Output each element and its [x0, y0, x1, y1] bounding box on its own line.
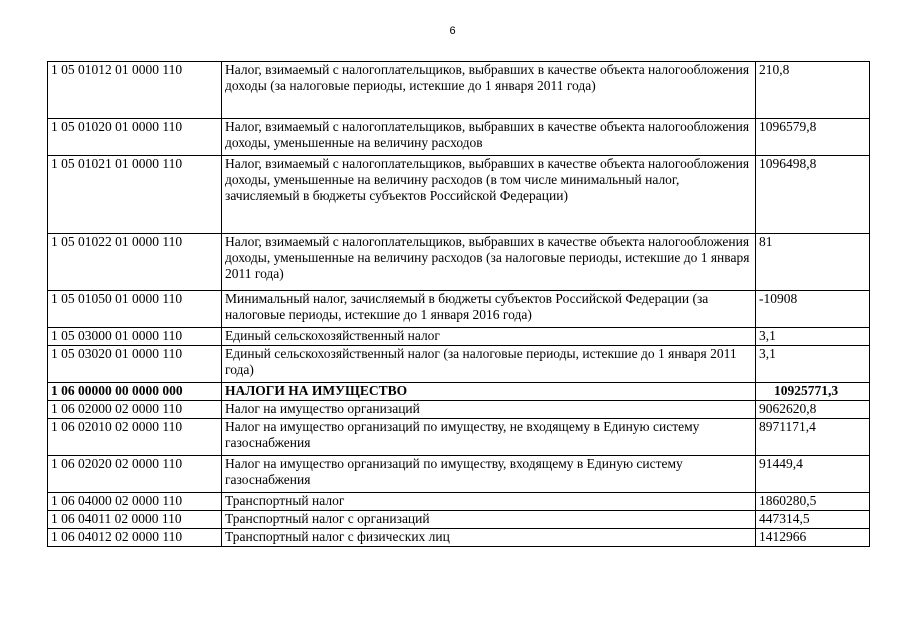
- table-row: [48, 291, 870, 328]
- table-row: [48, 234, 870, 291]
- table-row: [48, 119, 870, 156]
- table-row: [48, 493, 870, 511]
- row-code: 1 06 02010 02 0000 110: [48, 419, 222, 456]
- row-name: Налог на имущество организаций по имуществу, не входящему в Единую систему газоснабжения: [222, 419, 756, 456]
- table-row: [48, 156, 870, 234]
- row-value: 1412966: [756, 529, 870, 547]
- row-code: 1 05 03020 01 0000 110: [48, 346, 222, 383]
- row-name: Минимальный налог, зачисляемый в бюджеты субъектов Российской Федерации (за налоговые периоды, истекшие до 1 января 2016 года): [222, 291, 756, 328]
- row-code: 1 06 04000 02 0000 110: [48, 493, 222, 511]
- row-value: 447314,5: [756, 511, 870, 529]
- row-value: 3,1: [756, 346, 870, 383]
- table-row: [48, 419, 870, 456]
- row-name: Налог, взимаемый с налогоплательщиков, выбравших в качестве объекта налогообложения доходы, уменьшенные на величину расходов: [222, 119, 756, 156]
- row-code: 1 06 02020 02 0000 110: [48, 456, 222, 493]
- row-code: 1 05 01012 01 0000 110: [48, 62, 222, 119]
- row-code: 1 06 00000 00 0000 000: [48, 383, 222, 401]
- row-name: Транспортный налог с организаций: [222, 511, 756, 529]
- row-name: Транспортный налог с физических лиц: [222, 529, 756, 547]
- row-name: Налог, взимаемый с налогоплательщиков, выбравших в качестве объекта налогообложения доходы, уменьшенные на величину расходов (в том числе минимальный налог, зачисляемый в бюджеты субъектов Российской Федерации): [222, 156, 756, 234]
- row-name: Налог, взимаемый с налогоплательщиков, выбравших в качестве объекта налогообложения доходы (за налоговые периоды, истекшие до 1 января 2011 года): [222, 62, 756, 119]
- row-code: 1 06 02000 02 0000 110: [48, 401, 222, 419]
- row-code: 1 06 04012 02 0000 110: [48, 529, 222, 547]
- row-name: Налог, взимаемый с налогоплательщиков, выбравших в качестве объекта налогообложения доходы, уменьшенные на величину расходов (за налоговые периоды, истекшие до 1 января 2011 года): [222, 234, 756, 291]
- row-code: 1 05 01050 01 0000 110: [48, 291, 222, 328]
- row-name: Транспортный налог: [222, 493, 756, 511]
- row-name: Единый сельскохозяйственный налог: [222, 328, 756, 346]
- row-code: 1 05 03000 01 0000 110: [48, 328, 222, 346]
- table-row: [48, 383, 870, 401]
- table-row: [48, 401, 870, 419]
- row-value: 3,1: [756, 328, 870, 346]
- row-value: 1096498,8: [756, 156, 870, 234]
- row-value: 1860280,5: [756, 493, 870, 511]
- row-code: 1 06 04011 02 0000 110: [48, 511, 222, 529]
- table-row: [48, 328, 870, 346]
- row-value: -10908: [756, 291, 870, 328]
- row-value: 10925771,3: [756, 383, 870, 401]
- table-row: [48, 529, 870, 547]
- row-value: 91449,4: [756, 456, 870, 493]
- row-name: Налог на имущество организаций по имуществу, входящему в Единую систему газоснабжения: [222, 456, 756, 493]
- table-row: [48, 62, 870, 119]
- row-name: НАЛОГИ НА ИМУЩЕСТВО: [222, 383, 756, 401]
- row-value: 81: [756, 234, 870, 291]
- row-name: Единый сельскохозяйственный налог (за налоговые периоды, истекшие до 1 января 2011 года): [222, 346, 756, 383]
- table-row: [48, 346, 870, 383]
- row-name: Налог на имущество организаций: [222, 401, 756, 419]
- table-row: [48, 511, 870, 529]
- row-value: 8971171,4: [756, 419, 870, 456]
- table-row: [48, 456, 870, 493]
- page-number: 6: [449, 25, 456, 37]
- row-code: 1 05 01022 01 0000 110: [48, 234, 222, 291]
- row-value: 210,8: [756, 62, 870, 119]
- row-code: 1 05 01020 01 0000 110: [48, 119, 222, 156]
- budget-table: [47, 61, 870, 547]
- row-value: 9062620,8: [756, 401, 870, 419]
- row-value: 1096579,8: [756, 119, 870, 156]
- row-code: 1 05 01021 01 0000 110: [48, 156, 222, 234]
